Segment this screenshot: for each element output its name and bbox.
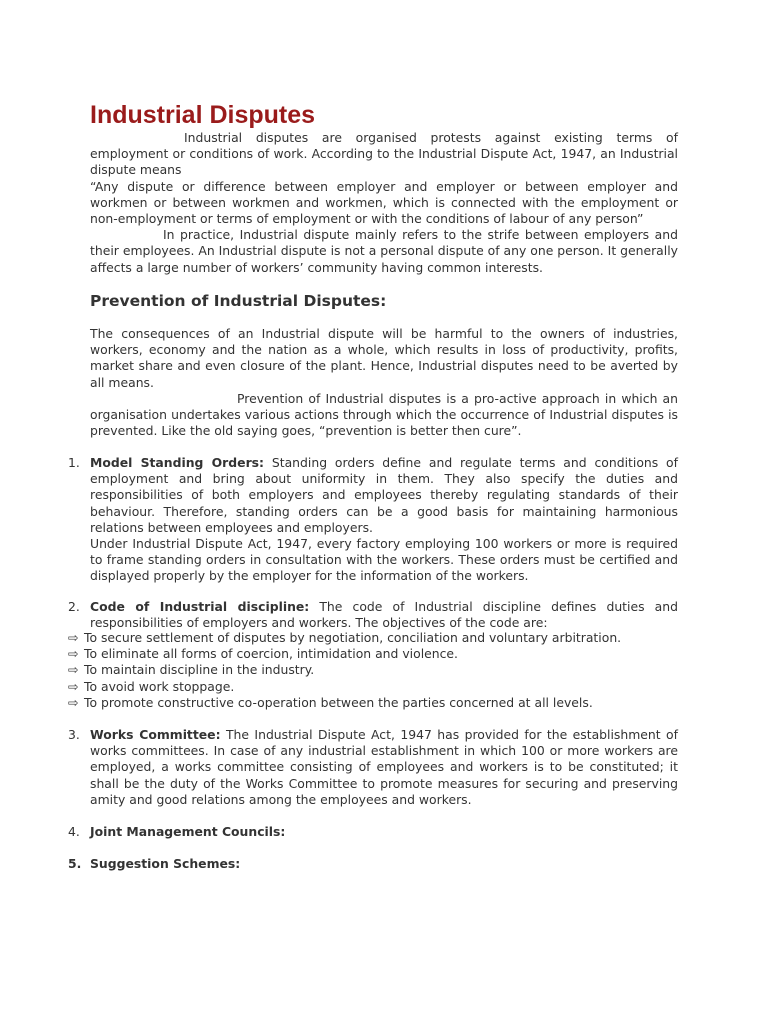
- list-item-joint-management-councils: [68, 824, 678, 840]
- list-item-code-of-discipline: [68, 599, 678, 631]
- list-text: Standing orders define and regulate terms and conditions of employment and bring about uniformity in them. They also specify the duties and responsibilities of both employers and employees thereby regulating standards of their behaviour. Therefore, standing orders can be a good basis for maintaining harmonious relations between employees and employers.: [90, 455, 679, 535]
- list-number: 1.: [68, 455, 80, 470]
- list-term: Suggestion Schemes:: [90, 856, 241, 871]
- list-item-works-committee: [68, 727, 678, 808]
- list-extra-text: Under Industrial Dispute Act, 1947, every factory employing 100 workers or more is required to frame standing orders in consultation with the workers. These orders must be certified and displayed properly by the employer for the information of the workers.: [90, 536, 678, 584]
- right-arrow-icon: ⇨: [68, 646, 79, 662]
- objective-item: ⇨ To eliminate all forms of coercion, intimidation and violence.: [68, 646, 458, 662]
- intro-section: [90, 130, 678, 276]
- list-term: Works Committee:: [90, 727, 221, 742]
- practice-paragraph: In practice, Industrial dispute mainly refers to the strife between employers and their employees. An Industrial dispute is not a personal dispute of any one person. It generally affects a large number of workers’ community having common interests.: [90, 227, 678, 275]
- objective-item: ⇨ To avoid work stoppage.: [68, 678, 235, 694]
- intro-paragraph: Industrial disputes are organised protests against existing terms of employment or conditions of work. According to the Industrial Dispute Act, 1947, an Industrial dispute means: [90, 130, 678, 178]
- prevention-section: [90, 326, 678, 439]
- list-number: 4.: [68, 824, 80, 839]
- list-number: 3.: [68, 727, 80, 742]
- proactive-paragraph: Prevention of Industrial disputes is a pro-active approach in which an organisation undertakes various actions through which the occurrence of Industrial disputes is prevented. Like the old saying goes, “prevention is better then cure”.: [90, 390, 678, 439]
- objective-item: ⇨ To promote constructive co-operation between the parties concerned at all levels.: [68, 694, 593, 710]
- list-text: The Industrial Dispute Act, 1947 has provided for the establishment of works committees. In case of any industrial establishment in which 100 or more workers are employed, a works committee consisting of employees and workers is to be constituted; it shall be the duty of the Works Committee to promote measures for securing and preserving amity and good relations among the employees and workers.: [90, 727, 678, 807]
- document-title: Industrial Disputes: [90, 101, 316, 129]
- list-number: 5.: [68, 856, 82, 871]
- right-arrow-icon: ⇨: [68, 630, 79, 645]
- list-term: Model Standing Orders:: [90, 455, 265, 470]
- right-arrow-icon: ⇨: [68, 662, 79, 678]
- list-term: Code of Industrial discipline:: [90, 599, 310, 614]
- objective-item: ⇨ To maintain discipline in the industry.: [68, 662, 315, 678]
- right-arrow-icon: ⇨: [68, 678, 79, 694]
- right-arrow-icon: ⇨: [68, 694, 79, 710]
- list-item-model-standing-orders: [68, 455, 678, 585]
- list-text: The code of Industrial discipline defines duties and responsibilities of employers and workers. The objectives of the code are:: [90, 599, 678, 631]
- list-number: 2.: [68, 599, 80, 614]
- section-heading-prevention: Prevention of Industrial Disputes:: [90, 292, 387, 310]
- consequences-paragraph: The consequences of an Industrial dispute will be harmful to the owners of industries, workers, economy and the nation as a whole, which results in loss of productivity, profits, market share and even closure of the plant. Hence, Industrial disputes need to be averted by all means.: [90, 326, 678, 390]
- list-item-suggestion-schemes: [68, 856, 678, 872]
- definition-quote: “Any dispute or difference between employer and employer or between employer and workmen or between workmen and workmen, which is connected with the employment or non-employment or terms of employment or with the conditions of labour of any person”: [90, 178, 678, 227]
- list-term: Joint Management Councils:: [90, 824, 286, 839]
- objective-item: ⇨ To secure settlement of disputes by negotiation, conciliation and voluntary arbitration.: [68, 630, 622, 645]
- objectives-list: [68, 630, 678, 711]
